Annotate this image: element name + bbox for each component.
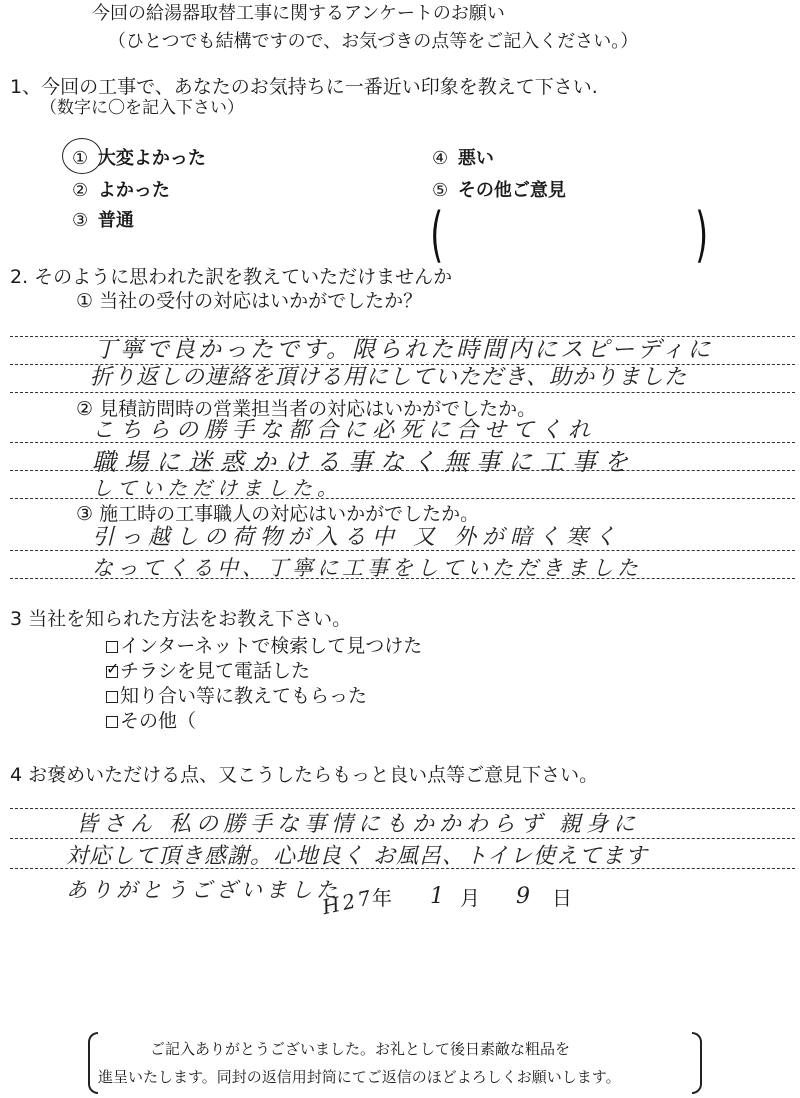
answer-line: [10, 392, 795, 393]
note-bracket-left: [88, 1032, 98, 1094]
q2-sub2-answer-1: こちらの勝手な都合に必死に合せてくれ: [92, 418, 597, 443]
other-opinion-paren-open: (: [430, 200, 444, 270]
date-month: 1: [430, 884, 447, 909]
date-day: 9: [516, 884, 533, 909]
q1-option-4-num: ④: [432, 148, 449, 169]
q1-option-4-label: 悪い: [457, 148, 494, 169]
q4-question: 4 お褒めいただける点、又こうしたらもっと良い点等ご意見下さい。: [10, 764, 599, 786]
q4-answer-2: 対応して頂き感謝。心地良く お風呂、トイレ使えてます: [66, 844, 648, 869]
q1-option-4[interactable]: [432, 150, 494, 168]
q1-option-5-label: その他ご意見: [457, 180, 566, 201]
q3-option-2-label: チラシを見て電話した: [120, 660, 311, 682]
survey-title: 今回の給湯器取替工事に関するアンケートのお願い: [92, 3, 505, 24]
date-month-label: 月: [460, 886, 480, 910]
q3-checkbox-4[interactable]: [106, 716, 118, 728]
q3-question: 3 当社を知られた方法をお教え下さい。: [10, 608, 352, 630]
q2-sub2-answer-3: していただけました。: [92, 476, 342, 500]
q3-option-3-label: 知り合い等に教えてもらった: [120, 685, 368, 707]
q2-sub3-label: ③ 施工時の工事職人の対応はいかがでしたか。: [76, 503, 480, 525]
q2-sub1-answer-1: 丁寧で良かったです。限られた時間内にスピーディに: [94, 337, 714, 363]
q2-sub3-answer-1: 引っ越しの荷物が入る中 又 外が暗く寒く: [92, 525, 622, 550]
q1-option-5[interactable]: [432, 182, 566, 200]
q1-question: 1、今回の工事で、あなたのお気持ちに一番近い印象を教えて下さい.: [10, 76, 598, 98]
q1-option-1-num: ①: [72, 148, 89, 169]
q4-answer-1: 皆さん 私の勝手な事情にもかかわらず 親身に: [76, 812, 640, 837]
q1-option-2-num: ②: [72, 180, 89, 201]
answer-line: [10, 550, 795, 551]
q3-option-4-label: その他（: [120, 710, 197, 732]
checkmark-icon: ✓: [106, 659, 120, 678]
date-era-year: H27: [320, 884, 376, 920]
q1-option-2-label: よかった: [97, 180, 170, 201]
q1-option-5-num: ⑤: [432, 180, 449, 201]
date-day-label: 日: [552, 886, 572, 910]
q2-sub2-label: ② 見積訪問時の営業担当者の対応はいかがでしたか。: [76, 398, 537, 420]
q2-sub1-label: ① 当社の受付の対応はいかがでしたか？: [76, 290, 423, 312]
thank-you-note: [92, 1032, 698, 1094]
q1-option-1[interactable]: [72, 150, 206, 168]
note-bracket-right: [692, 1032, 702, 1094]
q1-option-1-label: 大変よかった: [97, 148, 206, 169]
q3-option-1-label: インターネットで検索して見つけた: [120, 635, 423, 657]
survey-subtitle: （ひとつでも結構ですので、お気づきの点等をご記入ください。）: [108, 31, 639, 52]
q1-option-3[interactable]: [72, 212, 134, 230]
note-line-1: ご記入ありがとうございました。お礼として後日素敵な粗品を: [150, 1040, 571, 1058]
q2-sub2-answer-2: 職場に迷惑かける事なく無事に工事を: [92, 448, 636, 476]
q2-sub1-answer-2: 折り返しの連絡を頂ける用にしていただき、助かりました: [90, 365, 688, 390]
q1-option-3-num: ③: [72, 210, 89, 231]
q3-checkbox-3[interactable]: [106, 691, 118, 703]
answer-line: [10, 838, 795, 839]
q1-option-3-label: 普通: [97, 210, 134, 231]
q2-question: 2. そのように思われた訳を教えていただけませんか: [10, 266, 453, 288]
other-opinion-paren-close: ): [695, 200, 709, 270]
q2-sub3-answer-2: なってくる中、丁寧に工事をしていただきました: [92, 556, 642, 580]
answer-line: [10, 808, 795, 809]
q3-checkbox-1[interactable]: [106, 641, 118, 653]
q1-instruction: （数字に〇を記入下さい）: [40, 98, 244, 118]
note-line-2: 進呈いたします。同封の返信用封筒にてご返信のほどよろしくお願いします。: [98, 1068, 621, 1086]
q4-answer-3: ありがとうございました: [66, 878, 341, 902]
q1-option-2[interactable]: [72, 182, 170, 200]
date-year-label: 年: [372, 886, 392, 910]
